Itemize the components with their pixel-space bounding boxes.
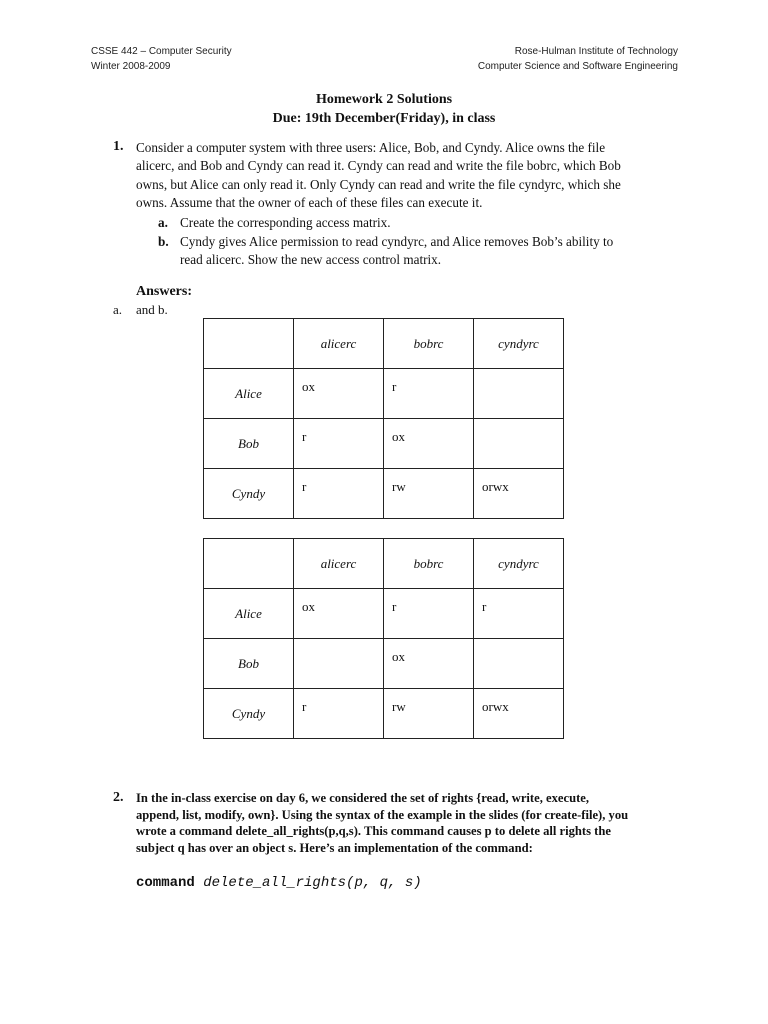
matrix-cell: rw xyxy=(384,689,474,739)
matrix-cell: r xyxy=(474,589,564,639)
question-1-number: 1. xyxy=(113,139,124,154)
matrix-cell: r xyxy=(294,419,384,469)
answers-heading: Answers: xyxy=(136,284,192,299)
corner-cell xyxy=(204,539,294,589)
column-header: cyndyrc xyxy=(474,539,564,589)
question-1a xyxy=(158,214,391,232)
row-header: Alice xyxy=(204,369,294,419)
answer-a-label: a. xyxy=(113,302,123,317)
institution: Rose-Hulman Institute of Technology xyxy=(514,46,678,57)
question-1-line: owns, but Alice can only read it. Only Cyndy can read and write the file cyndyrc, which she xyxy=(136,176,621,192)
matrix-cell xyxy=(474,419,564,469)
column-header: bobrc xyxy=(384,319,474,369)
column-header: alicerc xyxy=(294,319,384,369)
question-1b-label: b. xyxy=(158,234,169,249)
matrix-cell xyxy=(474,369,564,419)
row-header: Cyndy xyxy=(204,469,294,519)
column-header: alicerc xyxy=(294,539,384,589)
matrix-cell: r xyxy=(384,369,474,419)
question-1-line: owns. Assume that the owner of each of these files can execute it. xyxy=(136,195,483,211)
code-signature: delete_all_rights(p, q, s) xyxy=(203,875,422,891)
matrix-cell: r xyxy=(294,469,384,519)
question-1a-text: Create the corresponding access matrix. xyxy=(180,215,391,230)
matrix-cell xyxy=(474,639,564,689)
question-2-text xyxy=(136,790,696,856)
question-1-line: Consider a computer system with three users: Alice, Bob, and Cyndy. Alice owns the file xyxy=(136,140,606,155)
question-1a-label: a. xyxy=(158,215,168,230)
matrix-cell: ox xyxy=(384,419,474,469)
row-header: Cyndy xyxy=(204,689,294,739)
matrix-cell: ox xyxy=(294,589,384,639)
question-2-line: append, list, modify, own}. Using the syntax of the example in the slides (for create-file), you xyxy=(136,807,629,822)
question-2-line: subject q has over an object s. Here’s an implementation of the command: xyxy=(136,840,533,855)
code-keyword: command xyxy=(136,875,195,891)
matrix-cell: r xyxy=(384,589,474,639)
matrix-cell: orwx xyxy=(474,689,564,739)
page-header-left xyxy=(91,44,232,74)
matrix-cell: ox xyxy=(384,639,474,689)
row-header: Bob xyxy=(204,419,294,469)
matrix-cell: orwx xyxy=(474,469,564,519)
matrix-cell: ox xyxy=(294,369,384,419)
question-2-line: wrote a command delete_all_rights(p,q,s). This command causes p to delete all rights the xyxy=(136,824,611,838)
matrix-cell: rw xyxy=(384,469,474,519)
access-matrix-b xyxy=(203,538,564,739)
answer-a-text: and b. xyxy=(136,302,168,317)
page-header-right xyxy=(478,44,678,74)
course-name: CSSE 442 – Computer Security xyxy=(91,46,232,57)
document-title: Homework 2 Solutions xyxy=(315,92,453,107)
row-header: Alice xyxy=(204,589,294,639)
question-2-number: 2. xyxy=(113,790,124,805)
question-1b-cont: read alicerc. Show the new access control matrix. xyxy=(180,252,442,267)
code-line xyxy=(136,875,422,891)
question-1b xyxy=(158,233,613,251)
question-1-line: alicerc, and Bob and Cyndy can read it. Cyndy can read and write the file bobrc, which Bob xyxy=(136,158,621,174)
column-header: bobrc xyxy=(384,539,474,589)
due-date: Due: 19th December(Friday), in class xyxy=(272,111,496,126)
question-1-text xyxy=(136,139,696,213)
question-2-line: In the in-class exercise on day 6, we considered the set of rights {read, write, execute, xyxy=(136,791,590,805)
matrix-cell xyxy=(294,639,384,689)
column-header: cyndyrc xyxy=(474,319,564,369)
matrix-cell: r xyxy=(294,689,384,739)
term: Winter 2008-2009 xyxy=(91,61,171,72)
access-matrix-a xyxy=(203,318,564,519)
row-header: Bob xyxy=(204,639,294,689)
corner-cell xyxy=(204,319,294,369)
department: Computer Science and Software Engineering xyxy=(477,61,678,72)
question-1b-text: Cyndy gives Alice permission to read cyndyrc, and Alice removes Bob’s ability to xyxy=(180,234,614,249)
